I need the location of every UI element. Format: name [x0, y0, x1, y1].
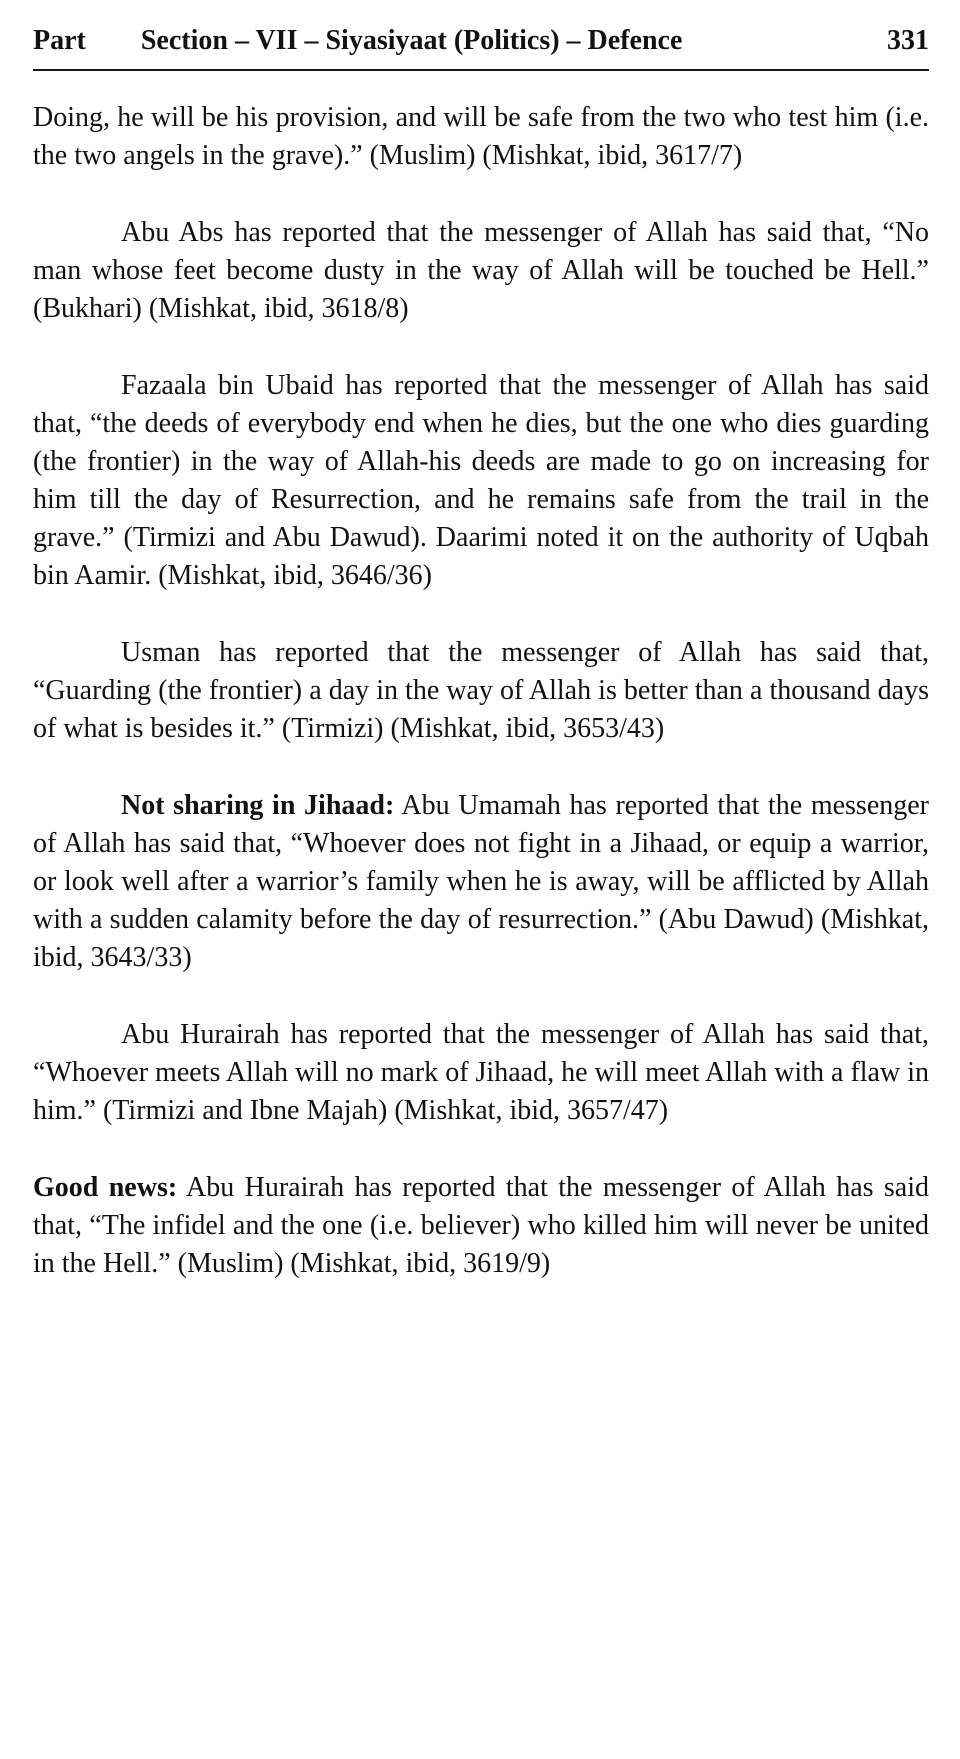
- page-number: 331: [887, 25, 929, 56]
- header-section-title: Section – VII – Siyasiyaat (Politics) – Defence: [140, 25, 683, 56]
- paragraph-text: Fazaala bin Ubaid has reported that the messenger of Allah has said that, “the deeds of everybody end when he dies, but the one who dies guarding (the frontier) in the way of Allah-his deeds are made to go on increasing for him till the day of Resurrection, and he remains safe from the trail in the grave.” (Tirmizi and Abu Dawud). Daarimi noted it on the authority of Uqbah bin Aamir. (Mishkat, ibid, 3646/36): [33, 370, 929, 591]
- paragraph: [33, 367, 929, 595]
- paragraph: [33, 214, 929, 328]
- paragraph: [33, 99, 929, 175]
- header-part-label: Part: [33, 25, 86, 56]
- paragraph-lead: Good news:: [33, 1172, 178, 1203]
- paragraph: [33, 787, 929, 977]
- page-content: [33, 99, 929, 1283]
- paragraph-text: Abu Abs has reported that the messenger of Allah has said that, “No man whose feet become dusty in the way of Allah will be touched be Hell.” (Bukhari) (Mishkat, ibid, 3618/8): [33, 217, 929, 324]
- paragraph: [33, 634, 929, 748]
- paragraph-lead: Not sharing in Jihaad:: [121, 790, 395, 821]
- paragraph-text: Usman has reported that the messenger of Allah has said that, “Guarding (the frontier) a day in the way of Allah is better than a thousand days of what is besides it.” (Tirmizi) (Mishkat, ibid, 3653/43): [33, 637, 929, 744]
- paragraph-text: Doing, he will be his provision, and will be safe from the two who test him (i.e. the two angels in the grave).” (Muslim) (Mishkat, ibid, 3617/7): [33, 102, 929, 171]
- paragraph: [33, 1169, 929, 1283]
- paragraph-text: Abu Umamah has reported that the messenger of Allah has said that, “Whoever does not fight in a Jihaad, or equip a warrior, or look well after a warrior’s family when he is away, will be afflicted by Allah with a sudden calamity before the day of resurrection.” (Abu Dawud) (Mishkat, ibid, 3643/33): [33, 790, 929, 973]
- page-header: [33, 22, 929, 71]
- paragraph-text: Abu Hurairah has reported that the messenger of Allah has said that, “Whoever meets Allah will no mark of Jihaad, he will meet Allah with a flaw in him.” (Tirmizi and Ibne Majah) (Mishkat, ibid, 3657/47): [33, 1019, 929, 1126]
- paragraph: [33, 1016, 929, 1130]
- paragraph-text: Abu Hurairah has reported that the messenger of Allah has said that, “The infidel and the one (i.e. believer) who killed him will never be united in the Hell.” (Muslim) (Mishkat, ibid, 3619/9): [33, 1172, 930, 1279]
